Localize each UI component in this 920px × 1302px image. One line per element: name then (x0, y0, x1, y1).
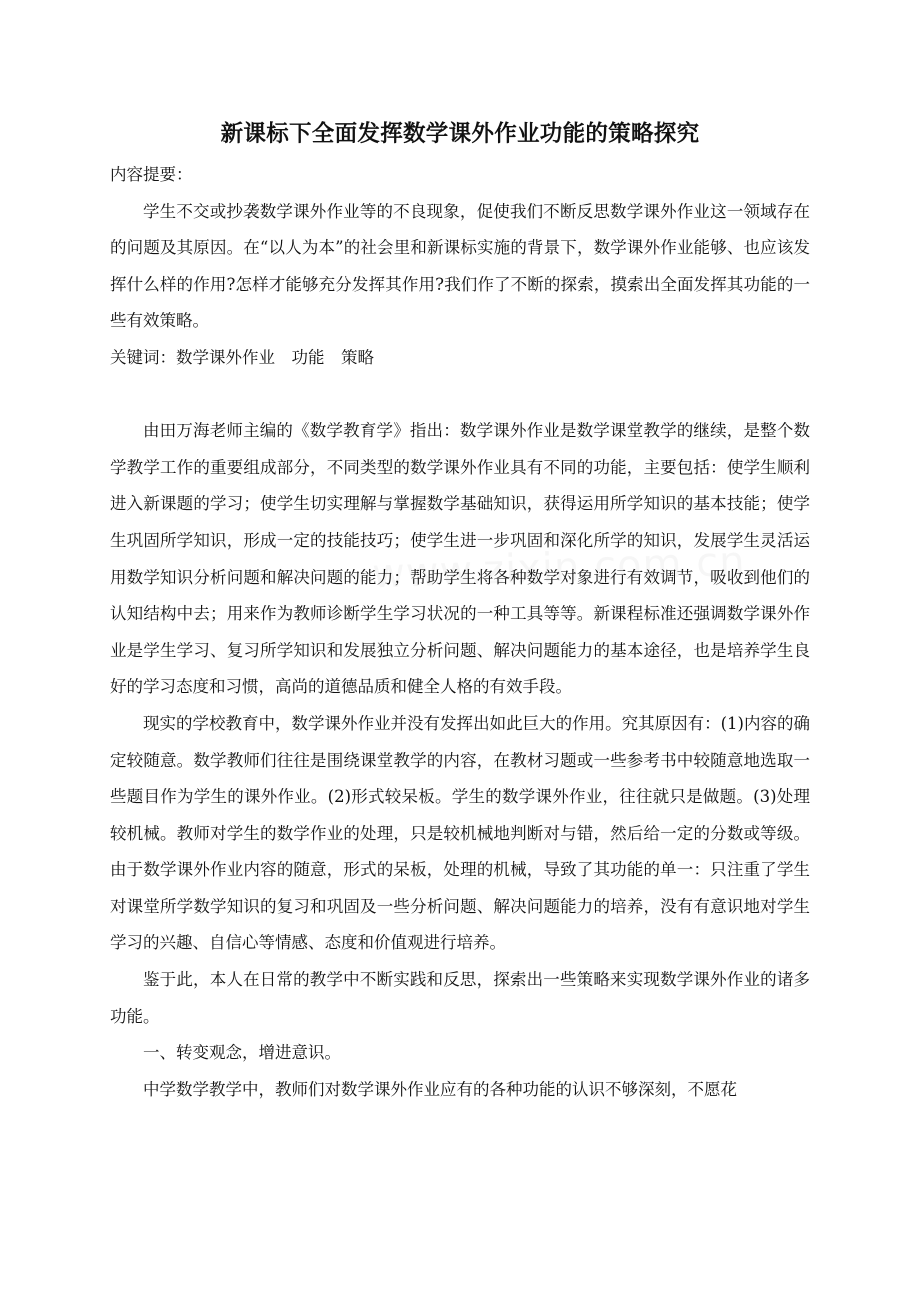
body-paragraph: 中学数学教学中，教师们对数学课外作业应有的各种功能的认识不够深刻，不愿花 (143, 1079, 737, 1099)
section-heading: 一、转变观念，增进意识。 (143, 1043, 341, 1063)
abstract-label: 内容提要： (110, 165, 193, 184)
body-paragraph: 由田万海老师主编的《数学教育学》指出：数学课外作业是数学课堂教学的继续，是整个数学教学工作的重要组成部分，不同类型的数学课外作业具有不同的功能，主要包括：使学生顺利进入新课题的学习；使学生切实理解与掌握数学基础知识，获得运用所学知识的基本技能；使学生巩固所学知识，形成一定的技能技巧；使学生进一步巩固和深化所学的知识，发展学生灵活运用数学知识分析问题和解决问题的能力；帮助学生将各种数学对象进行有效调节，吸收到他们的认知结构中去；用来作为教师诊断学生学习状况的一种工具等等。新课程标准还强调数学课外作业是学生学习、复习所学知识和发展独立分析问题、解决问题能力的基本途径，也是培养学生良好的学习态度和习惯，高尚的道德品质和健全人格的有效手段。 (110, 421, 810, 697)
document-body (110, 157, 810, 1108)
blank-line (110, 377, 810, 414)
document-title: 新课标下全面发挥数学课外作业功能的策略探究 (220, 121, 700, 147)
body-paragraph: 鉴于此，本人在日常的教学中不断实践和反思，探索出一些策略来实现数学课外作业的诸多功能。 (110, 970, 810, 1026)
keywords-line: 关键词：数学课外作业 功能 策略 (110, 347, 374, 367)
abstract-paragraph: 学生不交或抄袭数学课外作业等的不良现象，促使我们不断反思数学课外作业这一领域存在的问题及其原因。在“以人为本”的社会里和新课标实施的背景下，数学课外作业能够、也应该发挥什么样的作用?怎样才能够充分发挥其作用?我们作了不断的探索，摸索出全面发挥其功能的一些有效策略。 (110, 201, 810, 331)
body-paragraph: 现实的学校教育中，数学课外作业并没有发挥出如此巨大的作用。究其原因有：(1)内容的确定较随意。数学教师们往往是围绕课堂教学的内容，在教材习题或一些参考书中较随意地选取一些题目作为学生的课外作业。(2)形式较呆板。学生的数学课外作业，往往就只是做题。(3)处理较机械。教师对学生的数学作业的处理，只是较机械地判断对与错，然后给一定的分数或等级。由于数学课外作业内容的随意，形式的呆板，处理的机械，导致了其功能的单一：只注重了学生对课堂所学数学知识的复习和巩固及一些分析问题、解决问题能力的培养，没有有意识地对学生学习的兴趣、自信心等情感、态度和价值观进行培养。 (110, 713, 810, 953)
